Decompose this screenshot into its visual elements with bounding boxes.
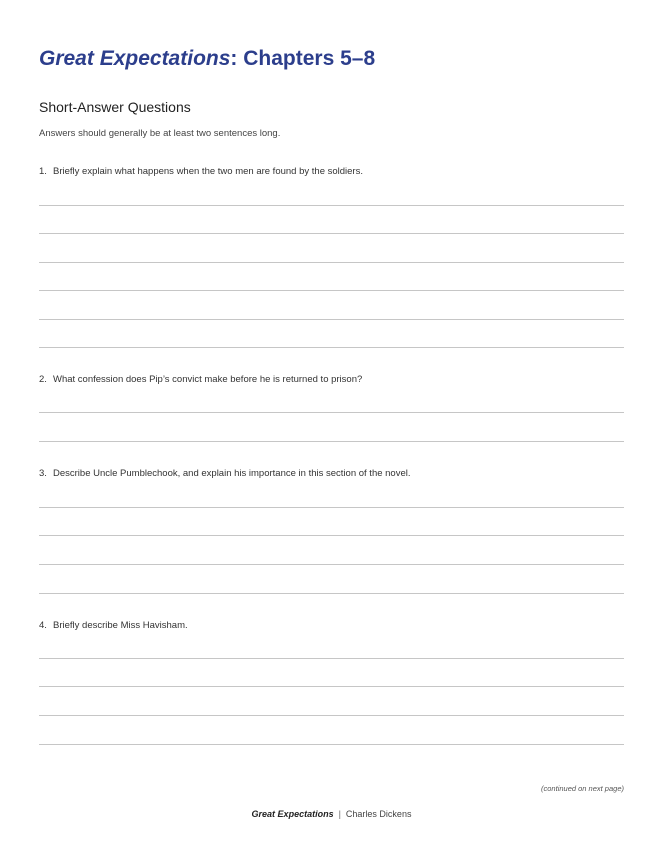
- answer-line[interactable]: [39, 319, 624, 320]
- question-number: 1.: [39, 166, 47, 177]
- question-number: 2.: [39, 374, 47, 385]
- question-2: [39, 373, 362, 386]
- footer-book-title: Great Expectations: [251, 809, 334, 819]
- answer-line[interactable]: [39, 593, 624, 594]
- footer-author: Charles Dickens: [345, 809, 412, 819]
- question-3: [39, 467, 411, 480]
- question-text: Briefly explain what happens when the two men are found by the soldiers.: [53, 166, 363, 177]
- answer-line[interactable]: [39, 507, 624, 508]
- question-4: [39, 619, 188, 632]
- answer-line[interactable]: [39, 412, 624, 413]
- instructions: Answers should generally be at least two sentences long.: [39, 128, 281, 139]
- answer-line[interactable]: [39, 441, 624, 442]
- answer-line[interactable]: [39, 205, 624, 206]
- answer-line[interactable]: [39, 290, 624, 291]
- answer-line[interactable]: [39, 686, 624, 687]
- chapter-range: : Chapters 5–8: [230, 47, 376, 70]
- question-number: 3.: [39, 468, 47, 479]
- answer-line[interactable]: [39, 564, 624, 565]
- answer-line[interactable]: [39, 658, 624, 659]
- question-text: Describe Uncle Pumblechook, and explain his importance in this section of the novel.: [53, 468, 411, 479]
- book-title: Great Expectations: [39, 47, 231, 70]
- answer-line[interactable]: [39, 347, 624, 348]
- continued-note: (continued on next page): [541, 784, 624, 793]
- answer-line[interactable]: [39, 744, 624, 745]
- answer-line[interactable]: [39, 233, 624, 234]
- question-text: What confession does Pip’s convict make before he is returned to prison?: [53, 374, 363, 385]
- section-heading: Short-Answer Questions: [39, 99, 191, 115]
- footer-separator: |: [338, 809, 341, 819]
- page-title: [39, 45, 375, 73]
- answer-line[interactable]: [39, 535, 624, 536]
- answer-line[interactable]: [39, 715, 624, 716]
- question-number: 4.: [39, 620, 47, 631]
- answer-line[interactable]: [39, 262, 624, 263]
- question-text: Briefly describe Miss Havisham.: [53, 620, 188, 631]
- question-1: [39, 165, 363, 178]
- page-footer: [0, 808, 663, 821]
